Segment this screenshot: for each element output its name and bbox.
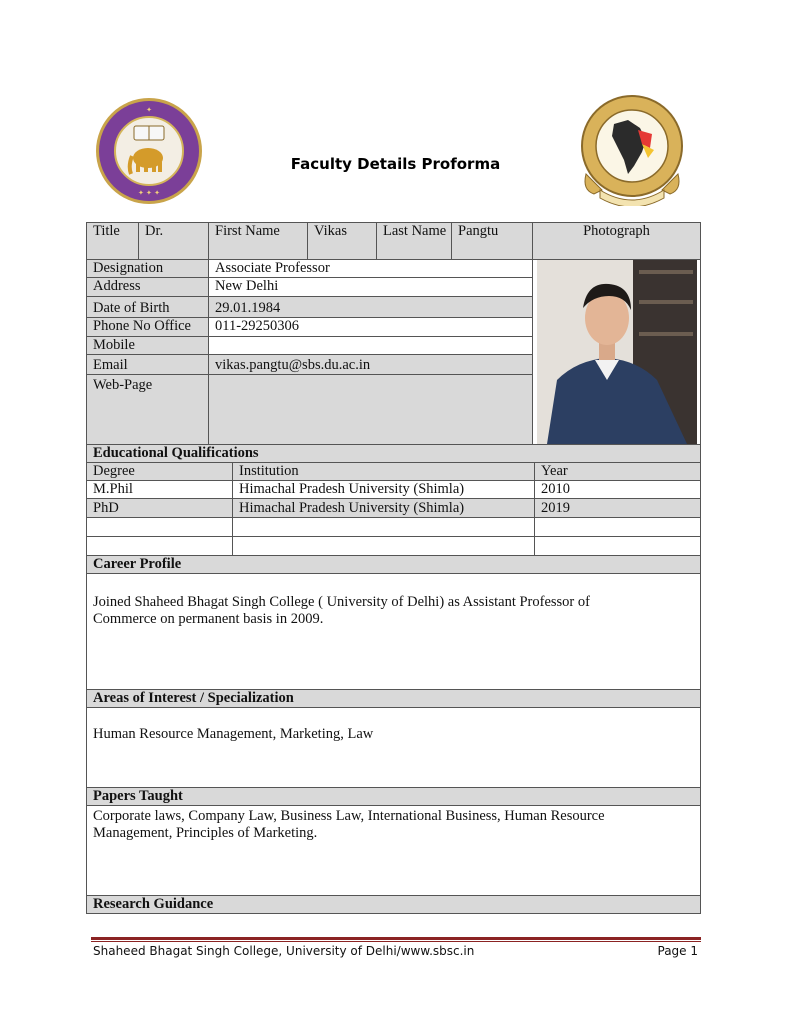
sbs-college-logo <box>580 94 684 206</box>
photograph-label: Photograph <box>533 223 701 260</box>
institution-cell: Himachal Pradesh University (Shimla) <box>233 499 535 518</box>
papers-text: Corporate laws, Company Law, Business Law, International Business, Human Resource Management, Principles of Marketing. <box>87 806 701 896</box>
phone-office-label: Phone No Office <box>87 318 209 336</box>
footer-text: Shaheed Bhagat Singh College, University of Delhi/www.sbsc.in <box>93 944 475 958</box>
career-text: Joined Shaheed Bhagat Singh College ( University of Delhi) as Assistant Professor of Commerce on permanent basis in 2009. <box>87 574 701 690</box>
footer-rule-thin <box>91 941 701 942</box>
education-col-institution: Institution <box>233 463 535 481</box>
title-value: Dr. <box>139 223 209 260</box>
table-row <box>87 481 701 499</box>
year-cell <box>535 537 701 556</box>
document-title: Faculty Details Proforma <box>290 155 501 173</box>
table-row <box>87 518 701 537</box>
designation-label: Designation <box>87 260 209 278</box>
mobile-label: Mobile <box>87 336 209 354</box>
interests-text: Human Resource Management, Marketing, Law <box>87 708 701 788</box>
title-label: Title <box>87 223 139 260</box>
research-heading: Research Guidance <box>87 896 701 914</box>
first-name-value: Vikas <box>308 223 377 260</box>
table-row <box>87 499 701 518</box>
institution-cell <box>233 537 535 556</box>
faculty-photo <box>537 260 697 444</box>
dob-label: Date of Birth <box>87 296 209 317</box>
photo-cell <box>533 260 701 445</box>
page-number: Page 1 <box>657 944 698 958</box>
address-label: Address <box>87 278 209 296</box>
designation-value: Associate Professor <box>209 260 533 278</box>
interests-heading: Areas of Interest / Specialization <box>87 690 701 708</box>
university-of-delhi-logo <box>94 96 204 206</box>
profile-sections-table <box>86 555 701 914</box>
education-col-degree: Degree <box>87 463 233 481</box>
email-label: Email <box>87 355 209 375</box>
phone-office-value: 011-29250306 <box>209 318 533 336</box>
degree-cell: M.Phil <box>87 481 233 499</box>
webpage-value <box>209 375 533 445</box>
personal-details-table <box>86 222 701 445</box>
dob-value: 29.01.1984 <box>209 296 533 317</box>
mobile-value <box>209 336 533 354</box>
institution-cell <box>233 518 535 537</box>
svg-text:✦: ✦ <box>146 106 152 114</box>
year-cell: 2019 <box>535 499 701 518</box>
last-name-label: Last Name <box>377 223 452 260</box>
degree-cell: PhD <box>87 499 233 518</box>
education-table <box>86 444 701 556</box>
education-col-year: Year <box>535 463 701 481</box>
institution-cell: Himachal Pradesh University (Shimla) <box>233 481 535 499</box>
table-row <box>87 537 701 556</box>
degree-cell <box>87 518 233 537</box>
webpage-label: Web-Page <box>87 375 209 445</box>
first-name-label: First Name <box>209 223 308 260</box>
year-cell <box>535 518 701 537</box>
papers-heading: Papers Taught <box>87 788 701 806</box>
degree-cell <box>87 537 233 556</box>
career-heading: Career Profile <box>87 556 701 574</box>
education-heading: Educational Qualifications <box>87 445 701 463</box>
footer-rule <box>91 937 701 940</box>
svg-text:✦ ✦ ✦: ✦ ✦ ✦ <box>137 189 161 197</box>
last-name-value: Pangtu <box>452 223 533 260</box>
email-value: vikas.pangtu@sbs.du.ac.in <box>209 355 533 375</box>
address-value: New Delhi <box>209 278 533 296</box>
year-cell: 2010 <box>535 481 701 499</box>
